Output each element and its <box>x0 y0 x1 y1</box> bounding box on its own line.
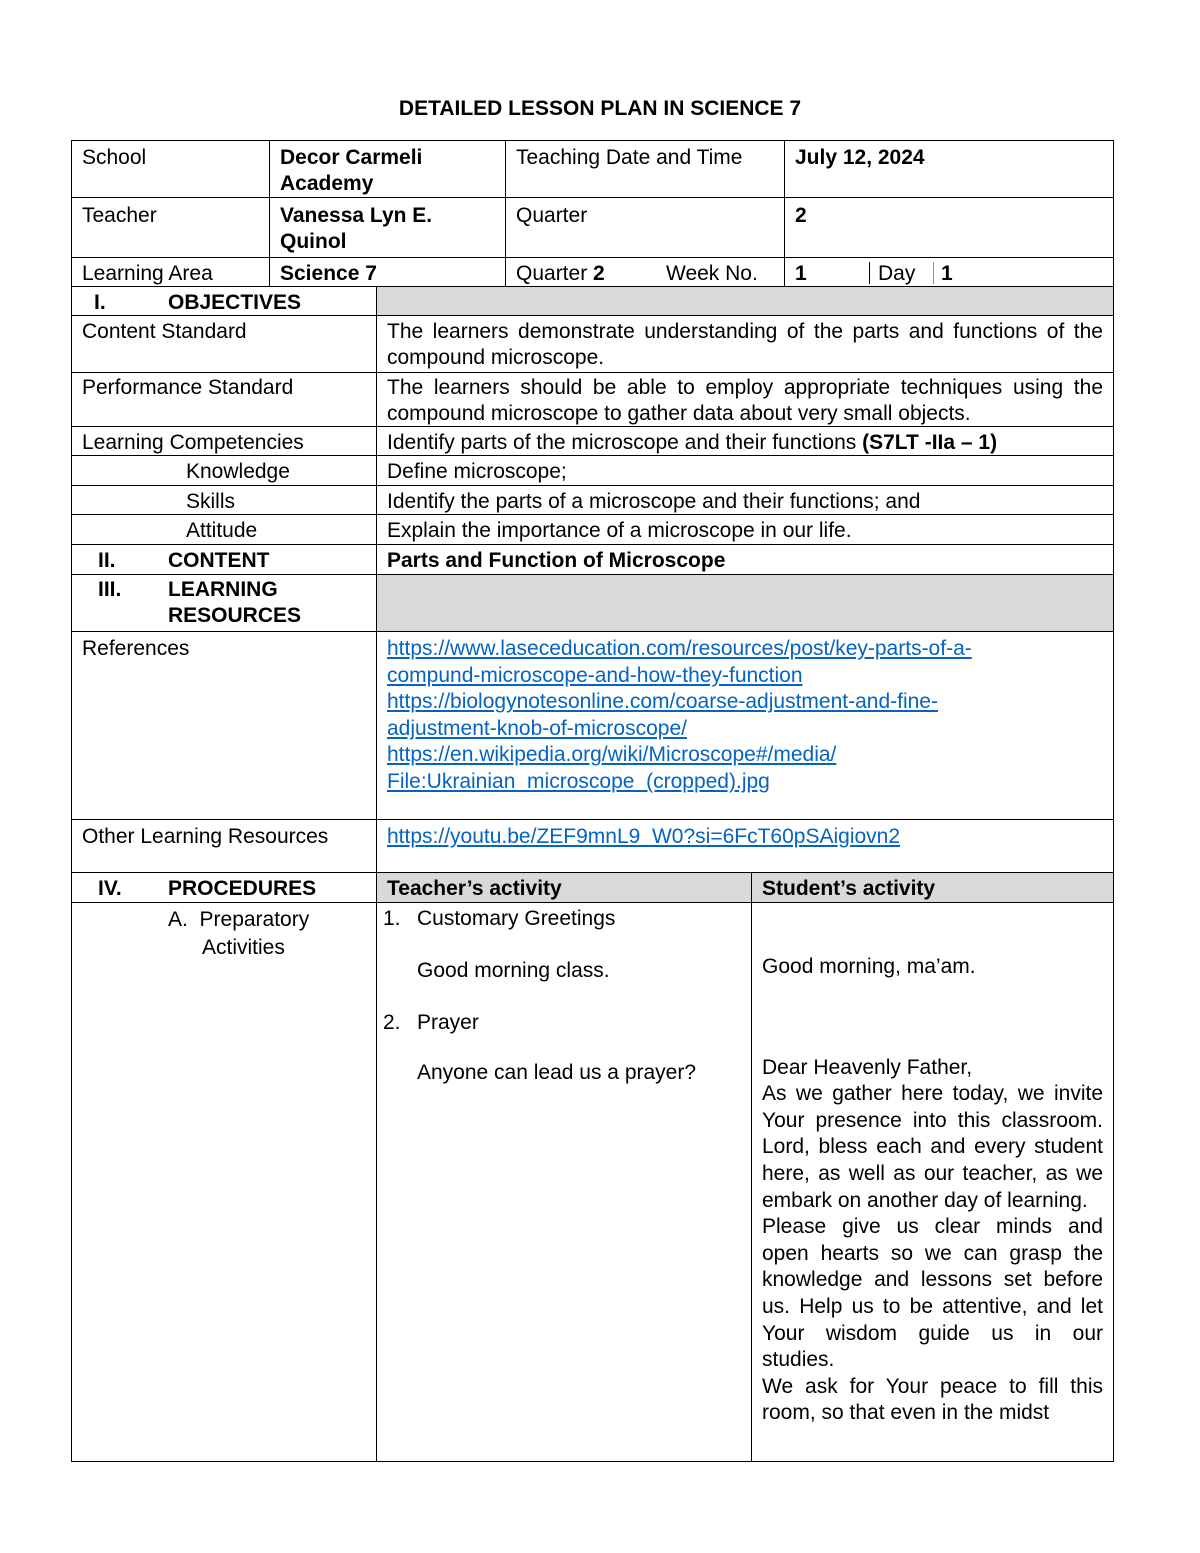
competencies-label: Learning Competencies <box>82 431 304 454</box>
procedures-heading-row <box>72 874 376 902</box>
step1-number: 1. <box>383 907 401 930</box>
content-numeral: II. <box>98 549 116 572</box>
student-greeting: Good morning, ma’am. <box>762 955 976 978</box>
other-resources-link[interactable]: https://youtu.be/ZEF9mnL9_W0?si=6FcT60pSAigiovn2 <box>387 825 901 848</box>
competencies-code: (S7LT -IIa – 1) <box>862 431 998 454</box>
content-value: Parts and Function of Microscope <box>387 549 726 572</box>
quarter-value: 2 <box>795 204 807 227</box>
procedures-numeral: IV. <box>98 877 122 900</box>
objectives-heading-row <box>72 288 376 316</box>
student-prayer-opening: Dear Heavenly Father, <box>762 1055 973 1079</box>
other-resources-label: Other Learning Resources <box>82 825 329 848</box>
preparatory-line1: A. Preparatory <box>168 908 310 931</box>
quarter-label: Quarter <box>516 204 588 227</box>
reference-link-2-cont[interactable]: adjustment-knob-of-microscope/ <box>387 716 687 740</box>
objectives-heading: OBJECTIVES <box>168 291 302 314</box>
area-label: Learning Area <box>82 262 213 285</box>
competencies-text: Identify parts of the microscope and their functions <box>387 431 863 454</box>
resources-shade <box>377 575 1113 631</box>
quarter2-label: Quarter <box>516 262 588 285</box>
performance-standard-label: Performance Standard <box>82 376 294 399</box>
content-standard-label: Content Standard <box>82 320 247 343</box>
skills-label: Skills <box>186 490 236 513</box>
teacher-value <box>270 201 505 255</box>
resources-heading-line1: LEARNING <box>168 578 278 601</box>
other-resources-cell <box>377 822 1113 850</box>
day-label: Day <box>878 262 916 285</box>
school-value-line2: Academy <box>280 172 374 195</box>
teacher-prayer-prompt: Anyone can lead us a prayer? <box>417 1061 697 1084</box>
area-value: Science 7 <box>280 262 377 285</box>
references-label: References <box>82 637 190 660</box>
preparatory-activities-label <box>72 904 376 962</box>
teacher-value-line2: Quinol <box>280 230 347 253</box>
day-value: 1 <box>941 262 953 285</box>
procedures-heading: PROCEDURES <box>168 877 317 900</box>
week-label: Week No. <box>666 262 758 285</box>
school-value-line1: Decor Carmeli <box>280 146 423 169</box>
objectives-numeral: I. <box>94 291 106 314</box>
school-label: School <box>82 146 147 169</box>
teacher-label: Teacher <box>82 204 157 227</box>
date-value: July 12, 2024 <box>795 146 925 169</box>
objectives-shade <box>377 287 1113 315</box>
reference-links <box>377 634 1113 796</box>
skills-text: Identify the parts of a microscope and their functions; and <box>387 490 921 513</box>
teacher-greeting: Good morning class. <box>417 959 610 982</box>
reference-link-3[interactable]: https://en.wikipedia.org/wiki/Microscope#/media/ <box>387 743 837 767</box>
teacher-activity-header: Teacher’s activity <box>387 877 562 900</box>
content-standard-text: The learners demonstrate understanding of the parts and functions of the compound microscope. <box>387 320 1103 369</box>
performance-standard-text: The learners should be able to employ appropriate techniques using the compound microscope to gather data about very small objects. <box>387 376 1103 425</box>
attitude-label: Attitude <box>186 519 258 542</box>
date-label: Teaching Date and Time <box>516 146 743 169</box>
resources-numeral: III. <box>98 578 122 601</box>
student-prayer-body: As we gather here today, we invite Your presence into this classroom. Lord, bless each and every student here, as well as our teacher, as we embark on another day of learning. <box>762 1082 1103 1212</box>
document-title: DETAILED LESSON PLAN IN SCIENCE 7 <box>398 97 802 120</box>
week-value: 1 <box>795 262 807 285</box>
reference-link-3-cont[interactable]: File:Ukrainian_microscope_(cropped).jpg <box>387 769 770 793</box>
resources-heading <box>168 577 301 629</box>
teacher-value-line1: Vanessa Lyn E. <box>280 204 433 227</box>
step-prayer <box>383 1010 741 1036</box>
reference-link-1[interactable]: https://www.laseceducation.com/resources/post/key-parts-of-a- <box>387 637 972 660</box>
school-value <box>270 143 505 197</box>
competencies-cell <box>377 428 1113 456</box>
student-activity-header: Student’s activity <box>762 877 936 900</box>
quarter2-value: 2 <box>593 262 605 285</box>
knowledge-label: Knowledge <box>186 460 290 483</box>
step-greetings <box>383 906 741 932</box>
step2-number: 2. <box>383 1011 401 1034</box>
knowledge-text: Define microscope; <box>387 460 567 483</box>
student-prayer-body-3: We ask for Your peace to fill this room, so that even in the midst <box>762 1374 1103 1425</box>
quarter-week-row <box>506 259 784 287</box>
content-heading: CONTENT <box>168 549 270 572</box>
resources-heading-line2: RESOURCES <box>168 604 302 627</box>
content-heading-row <box>72 546 376 574</box>
reference-link-2[interactable]: https://biologynotesonline.com/coarse-adjustment-and-fine- <box>387 690 938 714</box>
teacher-activity-cell <box>377 904 751 1086</box>
step2-text: Prayer <box>417 1011 479 1034</box>
student-activity-cell <box>752 904 1113 1460</box>
step1-text: Customary Greetings <box>417 907 616 930</box>
resources-heading-row <box>72 575 376 627</box>
preparatory-line2: Activities <box>202 936 285 959</box>
reference-link-1-cont[interactable]: compund-microscope-and-how-they-function <box>387 663 803 687</box>
student-prayer-body-2: Please give us clear minds and open hearts so we can grasp the knowledge and lessons set before us. Help us to be attentive, and let Your wisdom guide us in our studies. <box>762 1215 1103 1372</box>
attitude-text: Explain the importance of a microscope in our life. <box>387 519 852 542</box>
